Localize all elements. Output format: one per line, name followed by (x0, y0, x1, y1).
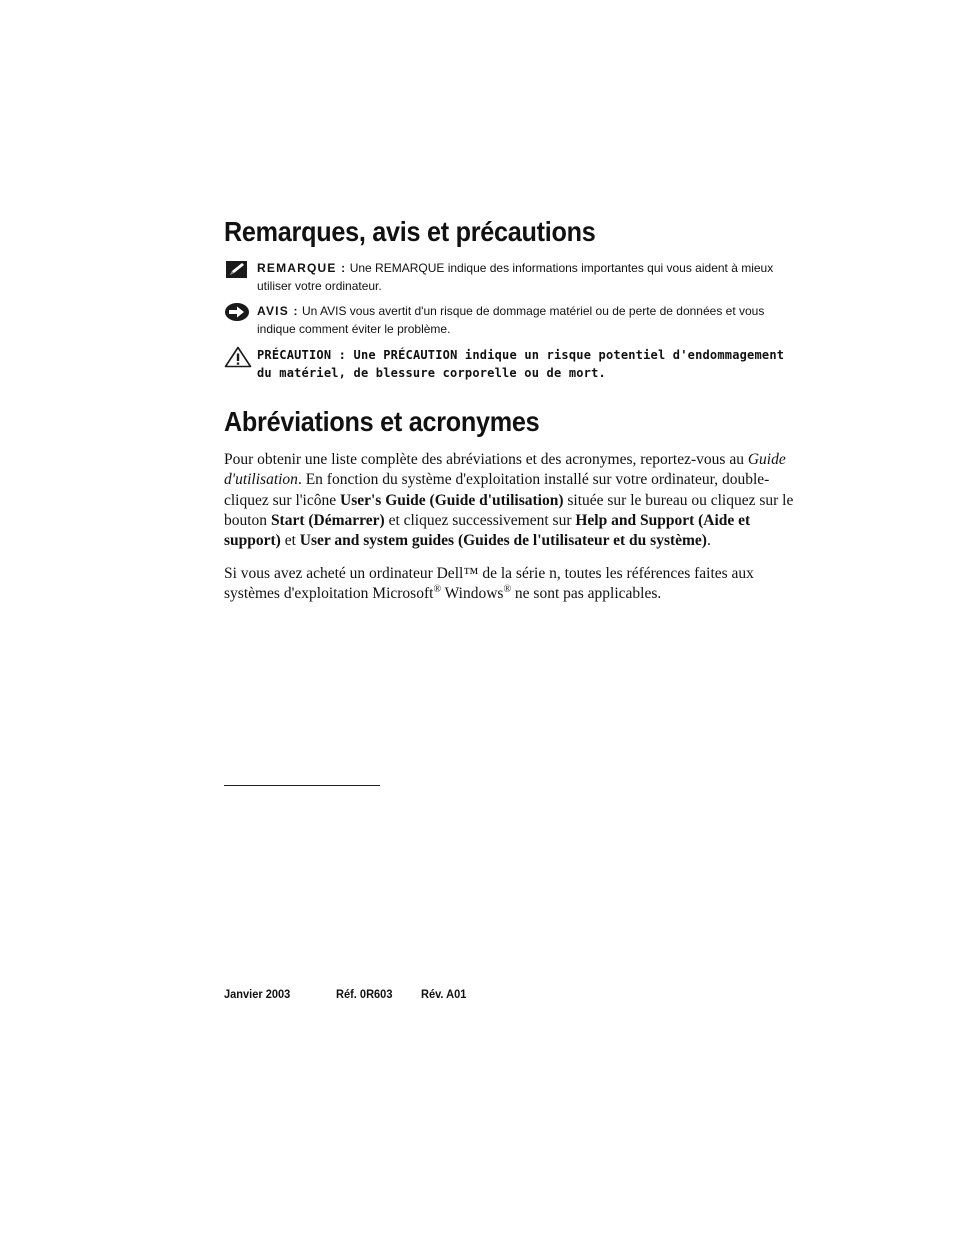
footer-date: Janvier 2003 (224, 987, 291, 1001)
caution-text (257, 346, 794, 382)
notice-block (224, 303, 794, 338)
para1-text-3: située sur le bureau ou cliquez sur le bouton (224, 491, 794, 529)
guide-title: Guide d'utilisation (224, 451, 786, 489)
footnote-divider (224, 785, 380, 786)
help-support-name: Help and Support (Aide et support) (224, 511, 751, 550)
note-body: Une REMARQUE indique des informations importantes qui vous aident à mieux utiliser votre ordinateur. (257, 261, 774, 293)
note-text (257, 260, 794, 295)
para1-text-4: et cliquez successivement sur (384, 511, 576, 529)
section-heading-abbreviations: Abréviations et acronymes (224, 406, 540, 437)
user-system-guides-name: User and system guides (Guides de l'utilisateur et du système) (299, 532, 707, 550)
note-label: REMARQUE : (257, 261, 347, 275)
para2-text-3: ne sont pas applicables. (511, 585, 662, 603)
caution-block (224, 346, 794, 382)
notice-label: AVIS : (257, 304, 299, 318)
windows-paragraph (224, 564, 796, 605)
registered-mark: ® (503, 584, 512, 596)
para1-text-2: . En fonction du système d'exploitation installé sur votre ordinateur, double-cliquez sur l'icône (224, 471, 770, 509)
para1-text-6: . (706, 532, 711, 550)
footer-revision: Rév. A01 (421, 987, 467, 1001)
footer-reference: Réf. 0R603 (336, 987, 393, 1001)
note-block (224, 260, 794, 295)
registered-mark: ® (433, 584, 442, 596)
notice-body: Un AVIS vous avertit d'un risque de dommage matériel ou de perte de données et vous indique comment éviter le problème. (257, 304, 765, 336)
start-button-name: Start (Démarrer) (270, 511, 385, 529)
notice-arrow-icon (224, 303, 250, 328)
notice-text (257, 303, 794, 338)
caution-body: Une PRÉCAUTION indique un risque potentiel d'endommagement du matériel, de blessure corporelle ou de mort. (257, 348, 785, 380)
users-guide-icon-name: User's Guide (Guide d'utilisation) (340, 491, 564, 509)
para2-text-1: Si vous avez acheté un ordinateur Dell™ de la série n, toutes les références faites aux systèmes d'exploitation Microsoft (224, 565, 754, 603)
caution-label: PRÉCAUTION : (257, 348, 347, 362)
para1-text-5: et (280, 532, 300, 550)
section-heading-notices: Remarques, avis et précautions (224, 216, 596, 247)
para2-text-2: Windows (441, 585, 504, 603)
abbreviations-paragraph (224, 450, 796, 551)
warning-triangle-icon (224, 346, 252, 373)
para1-text-1: Pour obtenir une liste complète des abréviations et des acronymes, reportez-vous au (224, 451, 748, 468)
note-pencil-icon (224, 260, 248, 285)
